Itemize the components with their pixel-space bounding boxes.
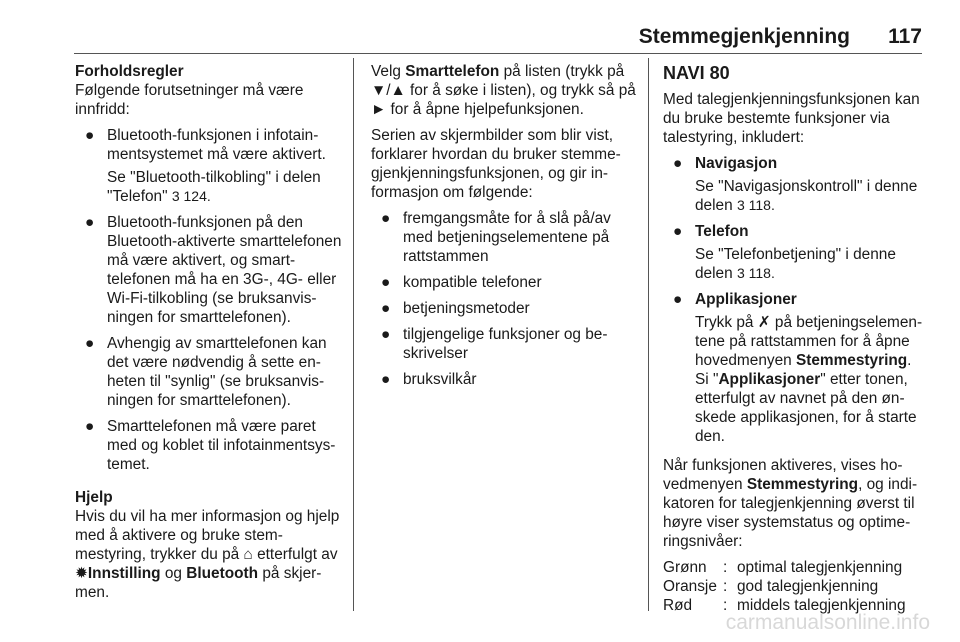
bullet-icon: ● — [381, 274, 391, 291]
table-row: Grønn : optimal talegjenkjenning — [663, 559, 903, 576]
bullet-icon: ● — [85, 335, 95, 352]
home-icon: ⌂ — [243, 546, 253, 563]
bullet-icon: ● — [381, 210, 391, 227]
list-item: ● Avhengig av smarttelefonen kan det være nødvendig å sette enheten til "synlig" (se bruksanvisningen for smarttelefonen). — [85, 335, 327, 409]
bullet-icon: ● — [85, 418, 95, 435]
page-number: 117 — [888, 25, 922, 48]
list-item: ● Bluetooth-funksjonen i infotainmentsystemet må være aktivert. Se "Bluetooth-tilkobling" i delen "Telefon" 3 124. — [85, 127, 326, 205]
section-heading-navi80: NAVI 80 — [663, 63, 730, 83]
list-item: ● Smarttelefonen må være paret med og koblet til infotainmentsystemet. — [85, 418, 336, 473]
bullet-icon: ● — [381, 371, 391, 388]
list-item: ● bruksvilkår — [381, 371, 477, 388]
paragraph-intro: Følgende forutsetninger må være innfridd: — [75, 82, 304, 118]
page-header — [0, 0, 960, 58]
list-item: ● Applikasjoner Trykk på ✗ på betjeningselementene på rattstammen for å åpne hovedmenyen Stemmestyring. Si "Applikasjoner" etter tonen, etterfulgt av navnet på den ønskede applikasjonen, for å starte den. — [673, 291, 923, 445]
paragraph-select: Velg Smarttelefon på listen (trykk på ▼/▲ for å søke i listen), og trykk så på ► for å åpne hjelpefunksjonen. — [371, 63, 636, 118]
requirements-list — [75, 126, 343, 474]
list-item: ● tilgjengelige funksjoner og beskrivelser — [381, 326, 608, 362]
column-divider-2 — [648, 58, 649, 611]
column-3 — [663, 62, 928, 615]
topics-list — [371, 209, 637, 389]
page-reference: 3 118. — [736, 197, 775, 213]
table-row: Rød : middels talegjenkjenning — [663, 597, 906, 614]
header-divider — [74, 53, 922, 54]
functions-list — [663, 154, 928, 446]
list-item: ● Bluetooth-funksjonen på den Bluetooth-aktiverte smarttelefonen må være aktivert, og smarttelefonen må ha en 3G-, 4G- eller Wi-Fi-tilkobling (se bruksanvisningen for smarttelefonen). — [85, 214, 342, 326]
list-item: ● betjeningsmetoder — [381, 300, 530, 317]
bullet-icon: ● — [673, 155, 683, 172]
paragraph-intro: Med talegjenkjenningsfunksjonen kan du bruke bestemte funksjoner via talestyring, inkludert: — [663, 91, 920, 146]
watermark: carmanualsonline.info — [725, 611, 930, 634]
bullet-icon: ● — [85, 127, 95, 144]
bullet-icon: ● — [673, 223, 683, 240]
gear-icon: ✹ — [75, 565, 88, 582]
column-divider-1 — [353, 58, 354, 611]
bullet-icon: ● — [673, 291, 683, 308]
list-item: ● kompatible telefoner — [381, 274, 542, 291]
bullet-icon: ● — [85, 214, 95, 231]
paragraph-help: Hvis du vil ha mer informasjon og hjelp med å aktivere og bruke stemmestyring, trykker du på ⌂ etterfulgt av ✹Innstilling og Bluetooth på skjermen. — [75, 508, 340, 601]
page-title: Stemmegjenkjenning — [638, 25, 850, 48]
bullet-icon: ● — [381, 300, 391, 317]
page-reference: 3 118. — [736, 265, 775, 281]
column-1 — [75, 62, 343, 609]
section-heading-help: Hjelp — [75, 489, 113, 506]
list-item: ● Telefon Se "Telefonbetjening" i denne delen 3 118. — [673, 223, 896, 282]
page-reference: 3 124. — [171, 188, 211, 204]
bullet-icon: ● — [381, 326, 391, 343]
section-heading-precautions: Forholdsregler — [75, 63, 184, 80]
table-row: Oransje : god talegjenkjenning — [663, 578, 879, 595]
recognition-levels-table — [663, 558, 906, 615]
list-item: ● fremgangsmåte for å slå på/av med betjeningselementene på rattstammen — [381, 210, 611, 265]
voice-icon: ✗ — [757, 314, 771, 331]
list-item: ● Navigasjon Se "Navigasjonskontroll" i denne delen 3 118. — [673, 155, 918, 214]
column-2 — [371, 62, 637, 399]
paragraph-outro: Når funksjonen aktiveres, vises hovedmenyen Stemmestyring, og indikatoren for talegjenkjenning øverst til høyre viser systemstatus og optimeringsnivåer: — [663, 457, 918, 550]
paragraph-screens: Serien av skjermbilder som blir vist, forklarer hvordan du bruker stemmegjenkjenningsfunksjonen, og gir informasjon om følgende: — [371, 127, 621, 201]
